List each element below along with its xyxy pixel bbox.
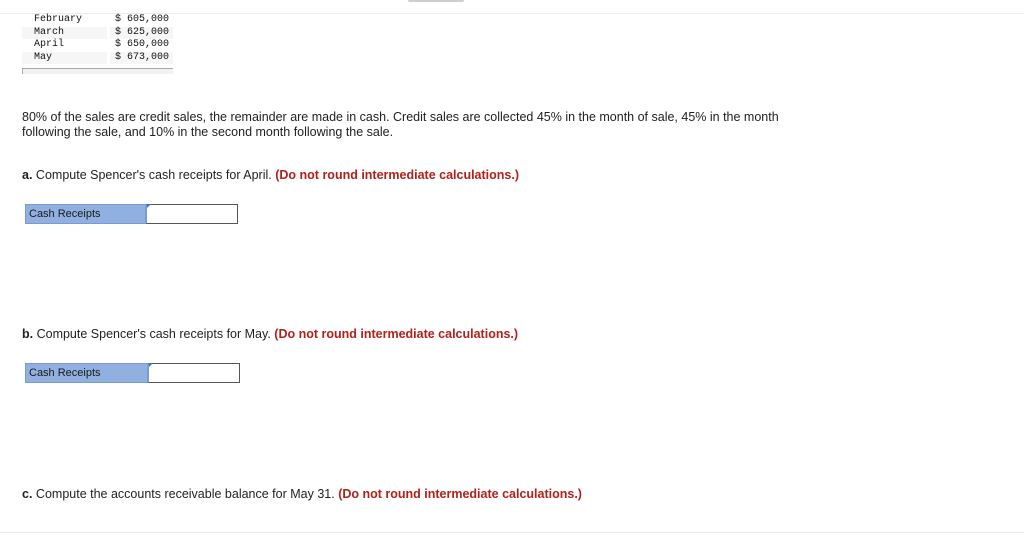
amount-cell: $ 650,000 <box>110 39 173 52</box>
question-text: Compute Spencer's cash receipts for April. <box>35 168 272 182</box>
table-row <box>22 27 173 40</box>
question-letter: a. <box>22 168 33 182</box>
month-cell: March <box>22 27 107 40</box>
table-row <box>22 52 173 65</box>
sales-table <box>22 14 173 64</box>
answer-row-b <box>25 363 240 383</box>
month-cell: February <box>22 14 107 27</box>
table-row <box>22 39 173 52</box>
answer-label: Cash Receipts <box>25 363 148 383</box>
amount-cell: $ 625,000 <box>110 27 173 40</box>
table-row <box>22 14 173 27</box>
question-c <box>22 487 582 502</box>
month-cell: April <box>22 39 107 52</box>
table-footer <box>22 68 173 74</box>
rounding-note: (Do not round intermediate calculations.) <box>274 327 519 341</box>
input-marker-icon <box>149 363 153 367</box>
rounding-note: (Do not round intermediate calculations.) <box>275 168 520 182</box>
question-b <box>22 327 518 342</box>
amount-cell: $ 673,000 <box>110 52 173 65</box>
question-a <box>22 168 519 183</box>
amount-cell: $ 605,000 <box>110 14 173 27</box>
cash-receipts-may-input[interactable] <box>148 363 240 383</box>
month-cell: May <box>22 52 107 65</box>
question-text: Compute Spencer's cash receipts for May. <box>36 327 271 341</box>
question-letter: c. <box>22 487 33 501</box>
answer-label: Cash Receipts <box>25 204 146 224</box>
bottom-divider <box>0 532 1024 533</box>
cash-receipts-april-input[interactable] <box>146 204 238 224</box>
answer-row-a <box>25 204 238 224</box>
input-marker-icon <box>147 204 151 208</box>
rounding-note: (Do not round intermediate calculations.) <box>338 487 582 501</box>
problem-intro: 80% of the sales are credit sales, the remainder are made in cash. Credit sales are collected 45% in the month of sale, 45% in the month following the sale, and 10% in the second month following the sale. <box>22 110 779 139</box>
question-letter: b. <box>22 327 34 341</box>
scroll-handle[interactable] <box>408 0 464 2</box>
question-text: Compute the accounts receivable balance for May 31. <box>35 487 335 501</box>
